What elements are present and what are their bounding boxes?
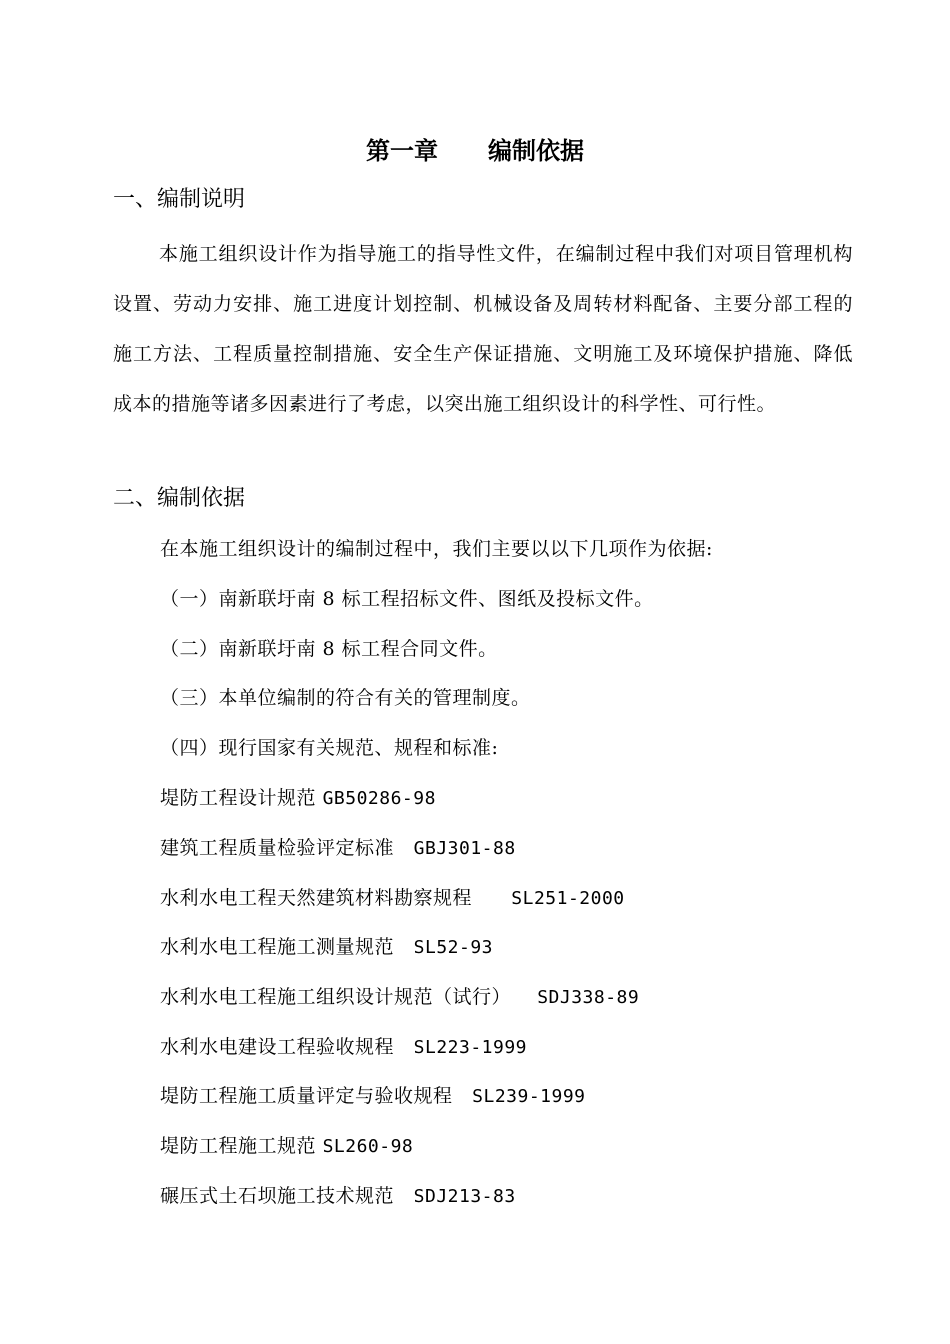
standard-code: SL251-2000 bbox=[511, 888, 625, 909]
basis-item-2: （二）南新联圩南 8 标工程合同文件。 bbox=[160, 638, 498, 660]
standard-name: 水利水电工程施工组织设计规范（试行） bbox=[160, 986, 512, 1008]
standard-code: SL223-1999 bbox=[413, 1037, 528, 1058]
section-heading-1: 一、编制说明 bbox=[113, 187, 246, 212]
chapter-name: 编制依据 bbox=[488, 137, 584, 165]
chapter-title bbox=[0, 133, 950, 169]
standard-code: SL239-1999 bbox=[472, 1086, 586, 1107]
standard-code: SL52-93 bbox=[413, 937, 493, 958]
standard-name: 堤防工程施工质量评定与验收规程 bbox=[160, 1085, 453, 1107]
standard-item bbox=[160, 1180, 516, 1213]
standard-item bbox=[160, 981, 639, 1014]
standard-item bbox=[160, 1080, 586, 1113]
standard-name: 堤防工程设计规范 bbox=[160, 787, 317, 809]
standard-name: 水利水电工程施工测量规范 bbox=[160, 936, 395, 958]
standard-name: 堤防工程施工规范 bbox=[160, 1135, 317, 1157]
standard-item bbox=[160, 1130, 413, 1163]
standard-item bbox=[160, 782, 436, 815]
standard-code: SDJ213-83 bbox=[413, 1186, 516, 1207]
standard-code: SL260-98 bbox=[322, 1136, 414, 1157]
standard-name: 水利水电工程天然建筑材料勘察规程 bbox=[160, 887, 473, 909]
standard-item bbox=[160, 832, 516, 865]
standard-code: GBJ301-88 bbox=[413, 838, 516, 859]
standard-item bbox=[160, 1031, 527, 1064]
basis-item-1: （一）南新联圩南 8 标工程招标文件、图纸及投标文件。 bbox=[160, 588, 654, 610]
standard-code: GB50286-98 bbox=[322, 788, 436, 809]
section-2-intro: 在本施工组织设计的编制过程中，我们主要以以下几项作为依据: bbox=[160, 538, 713, 560]
standard-item bbox=[160, 931, 493, 964]
section-1-paragraph: 本施工组织设计作为指导施工的指导性文件，在编制过程中我们对项目管理机构设置、劳动力安排、施工进度计划控制、机械设备及周转材料配备、主要分部工程的施工方法、工程质量控制措施、安全生产保证措施、文明施工及环境保护措施、降低成本的措施等诸多因素进行了考虑，以突出施工组织设计的科学性、可行性。 bbox=[113, 243, 853, 415]
standard-code: SDJ338-89 bbox=[537, 987, 640, 1008]
basis-item-4: （四）现行国家有关规范、规程和标准: bbox=[160, 737, 499, 759]
chapter-number: 第一章 bbox=[366, 137, 438, 165]
standard-item bbox=[160, 882, 625, 915]
section-heading-2: 二、编制依据 bbox=[113, 486, 246, 511]
standard-name: 碾压式土石坝施工技术规范 bbox=[160, 1185, 395, 1207]
standard-name: 水利水电建设工程验收规程 bbox=[160, 1036, 395, 1058]
basis-item-3: （三）本单位编制的符合有关的管理制度。 bbox=[160, 687, 531, 709]
standard-name: 建筑工程质量检验评定标准 bbox=[160, 837, 395, 859]
